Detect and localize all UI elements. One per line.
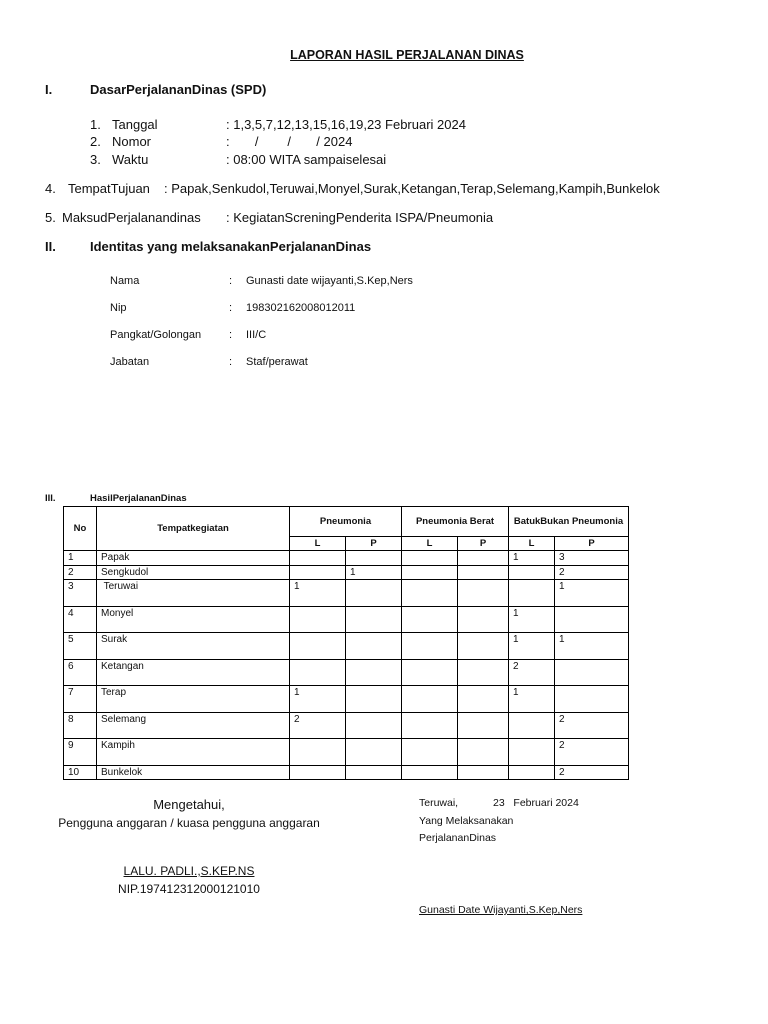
cell-berat-p <box>458 766 509 780</box>
results-table <box>63 506 629 780</box>
cell-no: 5 <box>64 633 97 660</box>
table-row <box>64 660 629 686</box>
item-nomor-number: 2. <box>90 134 101 149</box>
table-row <box>64 551 629 566</box>
cell-pneumonia-l <box>290 633 346 660</box>
cell-pneumonia-l <box>290 766 346 780</box>
item-waktu-value: : 08:00 WITA sampaiselesai <box>226 152 387 167</box>
identity-nip-value: 198302162008012011 <box>246 302 356 314</box>
header-tempat: Tempatkegiatan <box>97 507 290 551</box>
cell-pneumonia-l: 2 <box>290 713 346 739</box>
item-nomor-value: : / / / 2024 <box>226 134 353 149</box>
header-pneumonia-p: P <box>346 537 402 551</box>
cell-berat-l <box>402 739 458 766</box>
maksud-label: MaksudPerjalanandinas <box>62 210 201 225</box>
cell-berat-l <box>402 566 458 580</box>
sign-right-name: Gunasti Date Wijayanti,S.Kep,Ners <box>419 904 583 916</box>
cell-batuk-p: 2 <box>555 739 629 766</box>
sign-right-place: Teruwai, <box>419 797 459 809</box>
sign-right-line3: PerjalananDinas <box>419 832 497 844</box>
cell-berat-l <box>402 633 458 660</box>
item-waktu-label: Waktu <box>112 152 149 167</box>
cell-berat-p <box>458 607 509 633</box>
identity-nip-colon: : <box>229 302 233 314</box>
cell-tempat: Kampih <box>97 739 290 766</box>
cell-batuk-p: 1 <box>555 580 629 607</box>
section3-number: III. <box>45 493 56 504</box>
cell-no: 9 <box>64 739 97 766</box>
header-pneumonia-berat: Pneumonia Berat <box>402 507 509 537</box>
cell-pneumonia-p <box>346 551 402 566</box>
section2-label: Identitas yang melaksanakanPerjalananDinas <box>90 239 372 254</box>
cell-batuk-p: 1 <box>555 633 629 660</box>
section1-label: DasarPerjalananDinas (SPD) <box>90 82 267 97</box>
cell-batuk-l: 1 <box>509 633 555 660</box>
cell-berat-l <box>402 551 458 566</box>
cell-berat-l <box>402 766 458 780</box>
cell-batuk-l: 1 <box>509 607 555 633</box>
table-row <box>64 739 629 766</box>
cell-no: 1 <box>64 551 97 566</box>
table-row <box>64 766 629 780</box>
cell-batuk-l: 1 <box>509 686 555 713</box>
table-row <box>64 566 629 580</box>
section3-label: HasilPerjalananDinas <box>90 493 187 504</box>
cell-batuk-p: 2 <box>555 713 629 739</box>
cell-batuk-l: 1 <box>509 551 555 566</box>
header-batuk: BatukBukan Pneumonia <box>509 507 629 537</box>
cell-no: 10 <box>64 766 97 780</box>
header-pneumonia-l: L <box>290 537 346 551</box>
cell-pneumonia-p: 1 <box>346 566 402 580</box>
sign-right-line2: Yang Melaksanakan <box>419 815 514 827</box>
tujuan-label: TempatTujuan <box>68 181 150 196</box>
cell-pneumonia-l <box>290 551 346 566</box>
identity-nama-value: Gunasti date wijayanti,S.Kep,Ners <box>246 275 413 287</box>
cell-tempat: Bunkelok <box>97 766 290 780</box>
cell-pneumonia-p <box>346 686 402 713</box>
table-row <box>64 633 629 660</box>
cell-no: 2 <box>64 566 97 580</box>
identity-nama-label: Nama <box>110 275 140 287</box>
cell-pneumonia-l <box>290 739 346 766</box>
item-tanggal-label: Tanggal <box>112 117 158 132</box>
cell-pneumonia-l <box>290 660 346 686</box>
cell-berat-p <box>458 660 509 686</box>
cell-no: 3 <box>64 580 97 607</box>
tujuan-value: : Papak,Senkudol,Teruwai,Monyel,Surak,Ketangan,Terap,Selemang,Kampih,Bunkelok <box>164 181 660 196</box>
cell-pneumonia-l: 1 <box>290 580 346 607</box>
cell-pneumonia-p <box>346 580 402 607</box>
cell-berat-p <box>458 566 509 580</box>
cell-berat-p <box>458 580 509 607</box>
cell-pneumonia-p <box>346 713 402 739</box>
section2-number: II. <box>45 239 56 254</box>
table-row <box>64 686 629 713</box>
header-no: No <box>64 507 97 551</box>
tujuan-number: 4. <box>45 181 56 196</box>
cell-batuk-l <box>509 739 555 766</box>
cell-tempat: Terap <box>97 686 290 713</box>
header-berat-l: L <box>402 537 458 551</box>
cell-batuk-p <box>555 660 629 686</box>
cell-batuk-l <box>509 566 555 580</box>
cell-berat-l <box>402 660 458 686</box>
identity-pangkat-value: III/C <box>246 329 267 341</box>
cell-tempat: Selemang <box>97 713 290 739</box>
cell-pneumonia-p <box>346 633 402 660</box>
cell-berat-p <box>458 739 509 766</box>
maksud-value: : KegiatanScreningPenderita ISPA/Pneumonia <box>226 210 494 225</box>
identity-pangkat-label: Pangkat/Golongan <box>110 329 202 341</box>
identity-nama-colon: : <box>229 275 233 287</box>
cell-batuk-p: 2 <box>555 766 629 780</box>
cell-berat-p <box>458 686 509 713</box>
table-row <box>64 713 629 739</box>
cell-pneumonia-p <box>346 607 402 633</box>
cell-tempat: Ketangan <box>97 660 290 686</box>
cell-berat-p <box>458 713 509 739</box>
section1-number: I. <box>45 82 53 97</box>
item-tanggal-number: 1. <box>90 117 101 132</box>
cell-tempat: Surak <box>97 633 290 660</box>
cell-pneumonia-p <box>346 766 402 780</box>
cell-pneumonia-l <box>290 566 346 580</box>
cell-batuk-l: 2 <box>509 660 555 686</box>
cell-tempat: Monyel <box>97 607 290 633</box>
maksud-number: 5. <box>45 210 56 225</box>
cell-no: 8 <box>64 713 97 739</box>
cell-no: 6 <box>64 660 97 686</box>
cell-no: 7 <box>64 686 97 713</box>
cell-batuk-l <box>509 766 555 780</box>
sign-left-nip: NIP.197412312000121010 <box>118 882 260 896</box>
table-row <box>64 580 629 607</box>
sign-left-name: LALU. PADLI.,S.KEP.NS <box>123 864 255 878</box>
header-batuk-l: L <box>509 537 555 551</box>
cell-no: 4 <box>64 607 97 633</box>
cell-berat-l <box>402 580 458 607</box>
cell-berat-p <box>458 551 509 566</box>
cell-pneumonia-l: 1 <box>290 686 346 713</box>
cell-berat-l <box>402 607 458 633</box>
cell-pneumonia-p <box>346 660 402 686</box>
cell-tempat: Sengkudol <box>97 566 290 580</box>
header-berat-p: P <box>458 537 509 551</box>
sign-left-line2: Pengguna anggaran / kuasa pengguna anggaran <box>58 816 320 830</box>
cell-tempat: Papak <box>97 551 290 566</box>
identity-jabatan-colon: : <box>229 356 233 368</box>
identity-pangkat-colon: : <box>229 329 233 341</box>
cell-berat-l <box>402 713 458 739</box>
sign-right-date: 23 Februari 2024 <box>493 797 579 809</box>
header-batuk-p: P <box>555 537 629 551</box>
identity-nip-label: Nip <box>110 302 127 314</box>
cell-batuk-l <box>509 713 555 739</box>
cell-berat-p <box>458 633 509 660</box>
table-row <box>64 607 629 633</box>
cell-berat-l <box>402 686 458 713</box>
sign-left-line1: Mengetahui, <box>153 797 225 812</box>
identity-jabatan-value: Staf/perawat <box>246 356 308 368</box>
cell-pneumonia-l <box>290 607 346 633</box>
cell-tempat: Teruwai <box>97 580 290 607</box>
identity-jabatan-label: Jabatan <box>110 356 150 368</box>
report-title: LAPORAN HASIL PERJALANAN DINAS <box>290 48 524 62</box>
cell-batuk-l <box>509 580 555 607</box>
cell-pneumonia-p <box>346 739 402 766</box>
cell-batuk-p: 3 <box>555 551 629 566</box>
cell-batuk-p <box>555 607 629 633</box>
item-waktu-number: 3. <box>90 152 101 167</box>
item-nomor-label: Nomor <box>112 134 152 149</box>
cell-batuk-p <box>555 686 629 713</box>
cell-batuk-p: 2 <box>555 566 629 580</box>
item-tanggal-value: : 1,3,5,7,12,13,15,16,19,23 Februari 2024 <box>226 117 466 132</box>
header-pneumonia: Pneumonia <box>290 507 402 537</box>
